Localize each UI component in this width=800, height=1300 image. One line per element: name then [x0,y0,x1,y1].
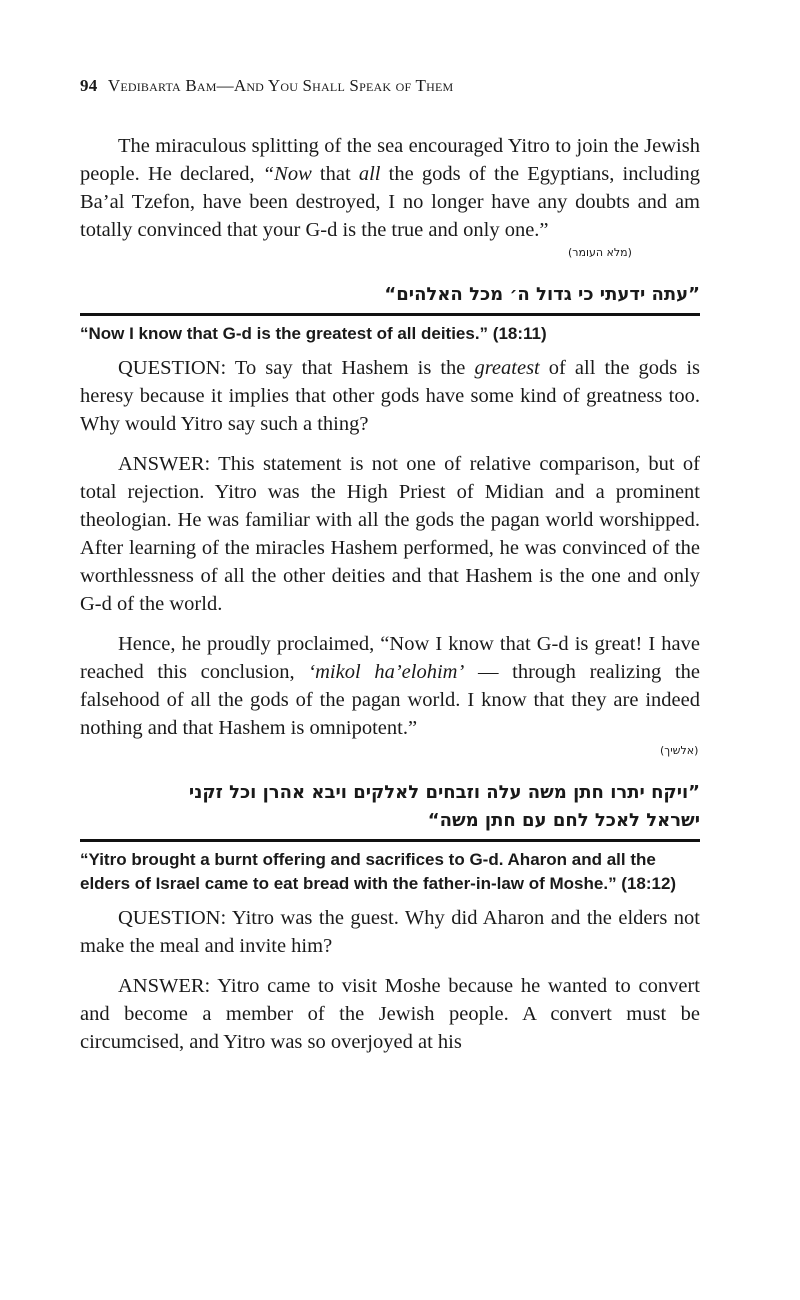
section1-question: QUESTION: To say that Hashem is the greatest of all the gods is heresy because it implies that other gods have some kind of greatness too. Why would Yitro say such a thing? [80,357,700,435]
book-page [80,76,700,1056]
section2-hebrew-verse [80,779,700,842]
section2-translation: “Yitro brought a burnt offering and sacrifices to G-d. Aharon and all the elders of Israel came to eat bread with the father-in-law of Moshe.” (18:12) [80,850,677,893]
section2-hebrew-line2: ישראל לאכל לחם עם חתן משה“ [427,810,700,831]
section1-source: (אלשיך) [660,744,699,757]
section1-conclusion: Hence, he proudly proclaimed, “Now I know that G-d is great! I have reached this conclusion, ‘mikol ha’elohim’ — through realizing the falsehood of all the gods of the pagan world. I know that they are indeed nothing and that Hashem is omnipotent.” [80,633,700,739]
section1-hebrew-verse: ”עתה ידעתי כי גדול ה׳ מכל האלהים“ [80,281,700,316]
page-number: 94 [80,76,98,95]
intro-paragraph: The miraculous splitting of the sea encouraged Yitro to join the Jewish people. He declared, “Now that all the gods of the Egyptians, including Ba’al Tzefon, have been destroyed, I no longer have any doubts and am totally convinced that your G-d is the true and only one.” [80,135,700,241]
section1-translation: “Now I know that G-d is the greatest of all deities.” (18:11) [80,324,547,343]
section1-answer: ANSWER: This statement is not one of relative comparison, but of total rejection. Yitro was the High Priest of Midian and a prominent theologian. He was familiar with all the gods the pagan world worshipped. After learning of the miracles Hashem performed, he was convinced of the worthlessness of all the other deities and that Hashem is the one and only G-d of the world. [80,453,700,615]
running-header [80,76,700,96]
intro-source: (מלא העומר) [568,246,632,259]
book-title: Vedibarta Bam—And You Shall Speak of Them [107,76,454,95]
section2-hebrew-line1: ”ויקח יתרו חתן משה עלה וזבחים לאלקים ויבא אהרן וכל זקני [188,782,700,803]
section2-question: QUESTION: Yitro was the guest. Why did Aharon and the elders not make the meal and invite him? [80,907,700,957]
section2-answer: ANSWER: Yitro came to visit Moshe because he wanted to convert and become a member of the Jewish people. A convert must be circumcised, and Yitro was so overjoyed at his [80,975,700,1053]
